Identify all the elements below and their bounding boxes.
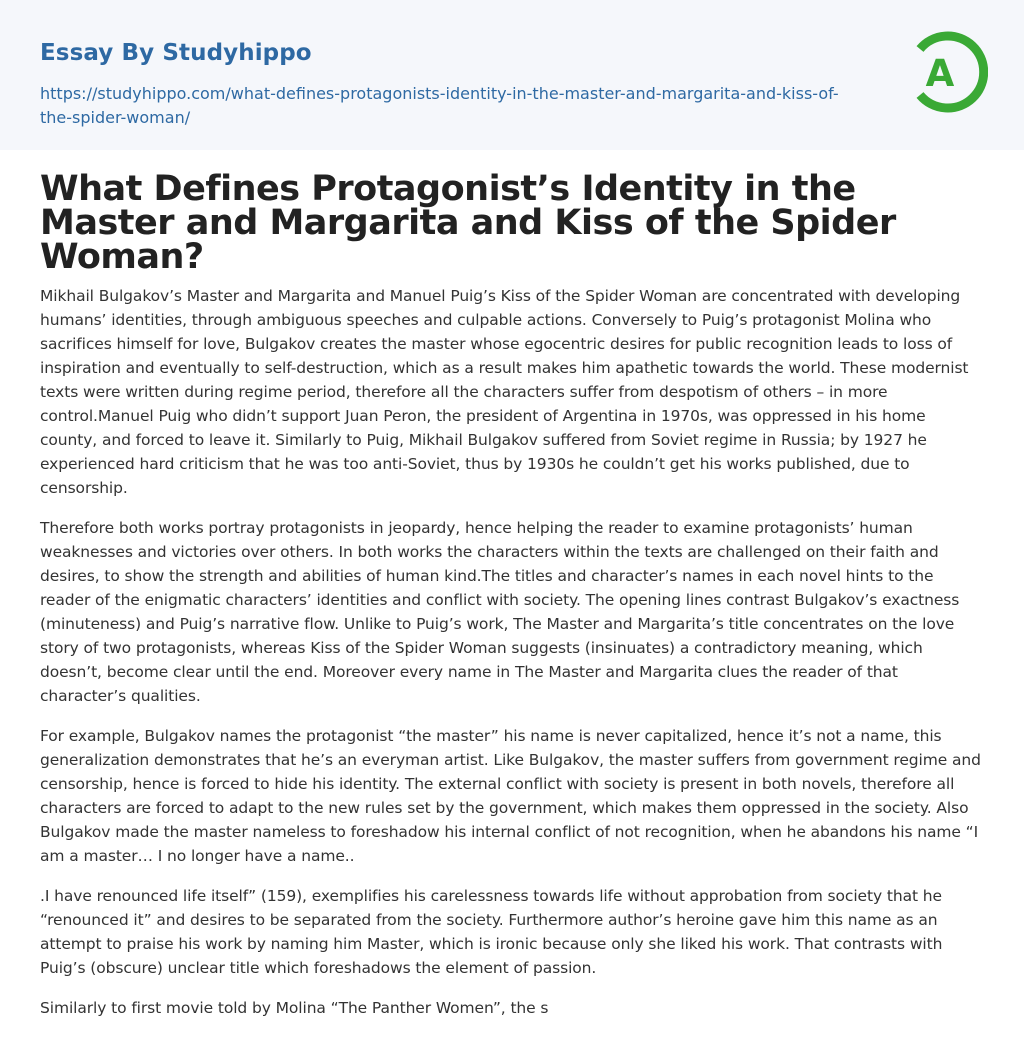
article-title: What Defines Protagonist’s Identity in the Master and Margarita and Kiss of the Spider Woman? bbox=[40, 169, 896, 277]
logo-letter: A bbox=[925, 52, 955, 95]
logo-icon bbox=[908, 27, 988, 117]
article-paragraph: Similarly to first movie told by Molina “The Panther Women”, the s bbox=[40, 999, 549, 1017]
article bbox=[0, 150, 1024, 1020]
article-paragraph: For example, Bulgakov names the protagonist “the master” his name is never capitalized, hence it’s not a name, this generalization demonstrates that he’s an everyman artist. Like Bulgakov, the master suffers from government regime and censorship, hence is forced to hide his identity. The external conflict with society is present in both novels, therefore all characters are forced to adapt to the new rules set by the government, which makes them oppressed in the society. Also Bulgakov made the master nameless to foreshadow his internal conflict of not recognition, when he abandons his name “I am a master… I no longer have a name.. bbox=[40, 727, 981, 865]
studyhippo-logo[interactable] bbox=[908, 27, 988, 117]
article-paragraph: .I have renounced life itself” (159), exemplifies his carelessness towards life without approbation from society that he “renounced it” and desires to be separated from the society. Furthermore author’s heroine gave him this name as an attempt to praise his work by naming him Master, which is ironic because only she liked his work. That contrasts with Puig’s (obscure) unclear title which foreshadows the element of passion. bbox=[40, 887, 943, 977]
site-brand[interactable]: Essay By Studyhippo bbox=[40, 40, 312, 66]
essay-url-link[interactable]: https://studyhippo.com/what-defines-protagonists-identity-in-the-master-and-margarita-and-kiss-of-the-spider-woman/ bbox=[40, 84, 839, 127]
site-header bbox=[0, 0, 1024, 150]
article-paragraph: Mikhail Bulgakov’s Master and Margarita and Manuel Puig’s Kiss of the Spider Woman are concentrated with developing humans’ identities, through ambiguous speeches and culpable actions. Conversely to Puig’s protagonist Molina who sacrifices himself for love, Bulgakov creates the master whose egocentric desires for public recognition leads to loss of inspiration and eventually to self-destruction, which as a result makes him apathetic towards the world. These modernist texts were written during regime period, therefore all the characters suffer from despotism of others – in more control.Manuel Puig who didn’t support Juan Peron, the president of Argentina in 1970s, was oppressed in his home county, and forced to leave it. Similarly to Puig, Mikhail Bulgakov suffered from Soviet regime in Russia; by 1927 he experienced hard criticism that he was too anti-Soviet, thus by 1930s he couldn’t get his works published, due to censorship. bbox=[40, 287, 969, 497]
article-paragraph: Therefore both works portray protagonists in jeopardy, hence helping the reader to examine protagonists’ human weaknesses and victories over others. In both works the characters within the texts are challenged on their faith and desires, to show the strength and abilities of human kind.The titles and character’s names in each novel hints to the reader of the enigmatic characters’ identities and conflict with society. The opening lines contrast Bulgakov’s exactness (minuteness) and Puig’s narrative flow. Unlike to Puig’s work, The Master and Margarita’s title concentrates on the love story of two protagonists, whereas Kiss of the Spider Woman suggests (insinuates) a contradictory meaning, which doesn’t, become clear until the end. Moreover every name in The Master and Margarita clues the reader of that character’s qualities. bbox=[40, 519, 960, 705]
